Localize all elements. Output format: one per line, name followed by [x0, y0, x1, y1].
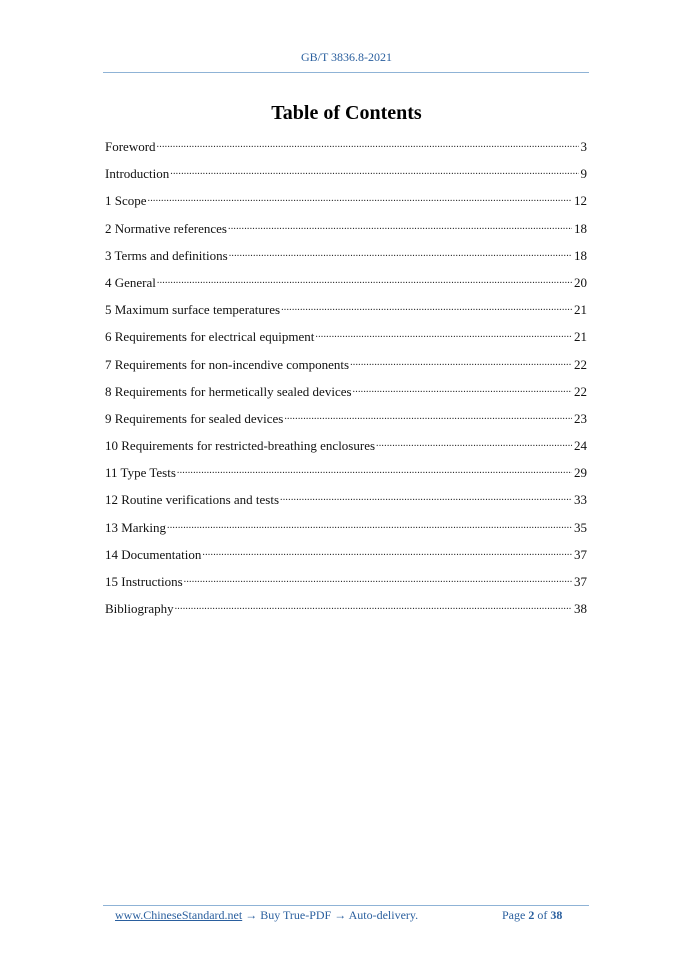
toc-entry[interactable] — [105, 436, 587, 463]
toc-entry-label: 9 Requirements for sealed devices — [105, 410, 284, 426]
toc-entry[interactable] — [105, 137, 587, 164]
toc-dot-leader — [157, 137, 579, 151]
toc-dot-leader — [280, 490, 572, 504]
auto-delivery-text: Auto-delivery. — [348, 908, 419, 922]
toc-dot-leader — [229, 246, 572, 260]
toc-entry-page-number: 24 — [574, 438, 587, 454]
arrow-right-icon: → — [334, 908, 347, 922]
toc-entry-label: 2 Normative references — [105, 220, 227, 236]
current-page-number: 2 — [528, 908, 535, 922]
toc-entry-page-number: 9 — [580, 166, 587, 182]
toc-entry-label: 1 Scope — [105, 193, 147, 209]
toc-entry-label: Foreword — [105, 139, 156, 154]
toc-dot-leader — [284, 409, 572, 423]
toc-entry[interactable] — [105, 191, 587, 218]
toc-dot-leader — [202, 545, 572, 559]
toc-entry[interactable] — [105, 355, 587, 382]
page-header: GB/T 3836.8-2021 — [300, 50, 393, 64]
toc-entry-label: 7 Requirements for non-incendive components — [105, 356, 350, 372]
toc-entry-page-number: 18 — [574, 247, 587, 263]
toc-dot-leader — [353, 382, 572, 396]
toc-entry-page-number: 38 — [574, 601, 587, 617]
page-title: Table of Contents — [271, 102, 422, 124]
toc-entry-page-number: 29 — [574, 465, 587, 481]
toc-dot-leader — [148, 191, 572, 205]
toc-dot-leader — [167, 518, 572, 532]
toc-dot-leader — [350, 355, 572, 369]
toc-entry-page-number: 33 — [574, 492, 587, 508]
toc-entry-label: Introduction — [105, 166, 170, 182]
toc-entry-label: 4 General — [105, 274, 156, 290]
total-pages-number: 38 — [550, 908, 563, 922]
toc-dot-leader — [175, 599, 572, 613]
toc-entry-label: 12 Routine verifications and tests — [105, 492, 280, 508]
toc-entry-page-number: 37 — [574, 546, 587, 562]
toc-entry[interactable] — [105, 599, 587, 626]
toc-entry[interactable] — [105, 382, 587, 409]
toc-entry[interactable] — [105, 219, 587, 246]
toc-entry-label: 14 Documentation — [105, 546, 202, 562]
toc-dot-leader — [376, 436, 572, 450]
toc-entry[interactable] — [105, 463, 587, 490]
toc-entry-label: 6 Requirements for electrical equipment — [105, 329, 315, 345]
footer-promo — [115, 908, 418, 923]
toc-entry-label: 5 Maximum surface temperatures — [105, 302, 281, 318]
footer-divider — [103, 905, 589, 906]
toc-entry[interactable] — [105, 409, 587, 436]
toc-entry-page-number: 23 — [574, 410, 587, 426]
toc-entry-page-number: 22 — [574, 383, 587, 399]
buy-pdf-link: Buy True-PDF — [260, 908, 332, 922]
toc-dot-leader — [315, 327, 572, 341]
toc-dot-leader — [281, 300, 572, 314]
toc-entry-page-number: 20 — [574, 274, 587, 290]
toc-entry-page-number: 37 — [574, 574, 587, 589]
toc-entry-label: 13 Marking — [105, 519, 167, 535]
toc-entry-page-number: 21 — [574, 329, 587, 345]
toc-entry[interactable] — [105, 572, 587, 599]
toc-entry-label: 10 Requirements for restricted-breathing enclosures — [105, 438, 376, 454]
toc-dot-leader — [177, 463, 572, 477]
toc-dot-leader — [170, 164, 578, 178]
toc-dot-leader — [157, 273, 572, 287]
arrow-right-icon: → — [245, 908, 258, 922]
of-word: of — [537, 908, 548, 922]
toc-entry-label: Bibliography — [105, 601, 174, 617]
toc-entry[interactable] — [105, 164, 587, 191]
page-word: Page — [502, 908, 526, 922]
toc-entry-page-number: 35 — [574, 519, 587, 535]
toc-entry-page-number: 12 — [574, 193, 587, 209]
website-link[interactable]: www.ChineseStandard.net — [115, 908, 243, 922]
toc-entry[interactable] — [105, 327, 587, 354]
toc-entry-label: 11 Type Tests — [105, 465, 176, 481]
toc-entry[interactable] — [105, 490, 587, 517]
toc-entry[interactable] — [105, 300, 587, 327]
toc-dot-leader — [184, 572, 572, 586]
toc-entry-label: 8 Requirements for hermetically sealed devices — [105, 383, 352, 399]
header-divider — [103, 72, 589, 73]
toc-dot-leader — [228, 219, 572, 233]
toc-entry-page-number: 3 — [580, 139, 587, 154]
table-of-contents — [105, 137, 587, 626]
toc-entry-page-number: 21 — [574, 302, 587, 318]
toc-entry[interactable] — [105, 246, 587, 273]
toc-entry-page-number: 18 — [574, 220, 587, 236]
toc-entry-page-number: 22 — [574, 356, 587, 372]
toc-entry[interactable] — [105, 545, 587, 572]
toc-entry-label: 3 Terms and definitions — [105, 247, 228, 263]
page-indicator — [502, 908, 562, 923]
toc-entry[interactable] — [105, 273, 587, 300]
toc-entry-label: 15 Instructions — [105, 574, 183, 589]
toc-entry[interactable] — [105, 518, 587, 545]
